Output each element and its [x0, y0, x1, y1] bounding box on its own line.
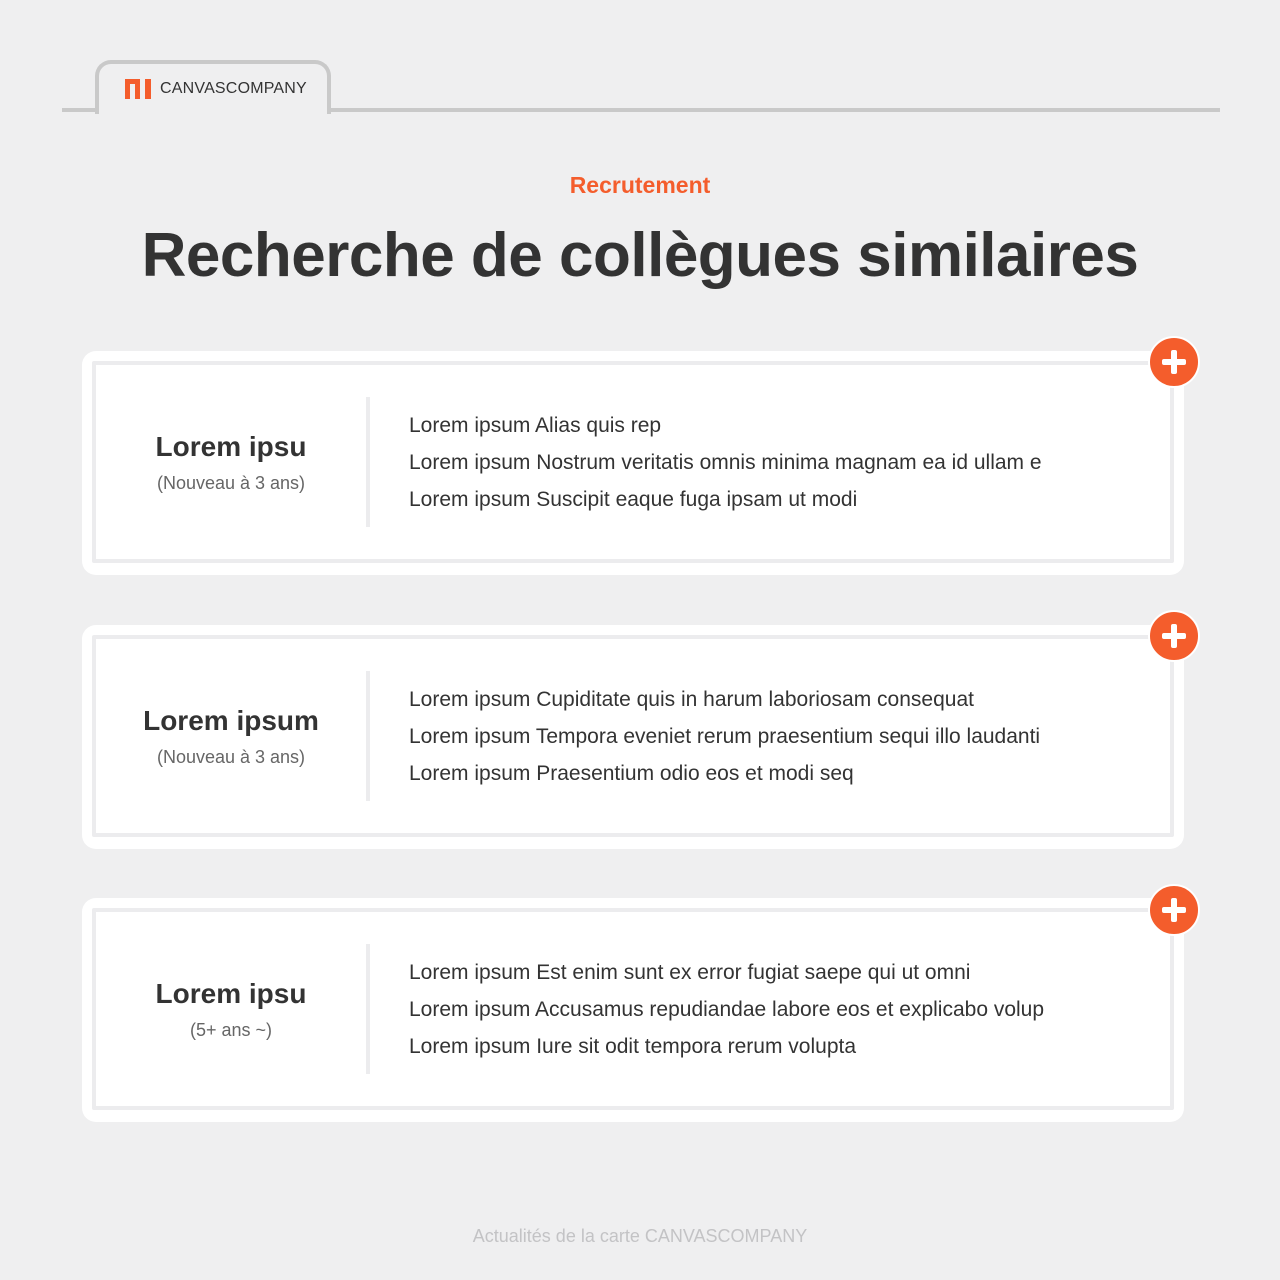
card-experience: (5+ ans ~) — [189, 1019, 273, 1040]
card-name: Lorem ipsu — [155, 977, 307, 1009]
detail-line: Lorem ipsum Alias quis rep — [409, 413, 662, 437]
detail-line: Lorem ipsum Iure sit odit tempora rerum volupta — [409, 1034, 857, 1058]
detail-line: Lorem ipsum Suscipit eaque fuga ipsam ut modi — [409, 487, 858, 511]
card-details — [409, 912, 1160, 1106]
card-details — [409, 639, 1160, 833]
card-divider — [366, 397, 370, 527]
card-frame — [92, 361, 1174, 563]
plus-icon[interactable] — [1148, 884, 1200, 936]
footer-text: Actualités de la carte CANVASCOMPANY — [472, 1226, 808, 1246]
card-heading — [96, 365, 366, 559]
eyebrow-label: Recrutement — [569, 172, 711, 198]
card-name: Lorem ipsum — [143, 704, 319, 736]
page-title: Recherche de collègues similaires — [141, 221, 1139, 290]
card-heading — [96, 639, 366, 833]
detail-line: Lorem ipsum Praesentium odio eos et modi seq — [409, 761, 854, 785]
logo-icon — [125, 79, 152, 99]
brand-name: CANVASCOMPANY — [160, 80, 307, 97]
detail-line: Lorem ipsum Accusamus repudiandae labore eos et explicabo volup — [409, 997, 1045, 1021]
card-details — [409, 365, 1160, 559]
card-name: Lorem ipsu — [155, 430, 307, 462]
detail-line: Lorem ipsum Nostrum veritatis omnis minima magnam ea id ullam e — [409, 450, 1042, 474]
card-heading — [96, 912, 366, 1106]
plus-icon[interactable] — [1148, 610, 1200, 662]
detail-line: Lorem ipsum Cupiditate quis in harum laboriosam consequat — [409, 687, 974, 711]
brand-tab — [95, 60, 331, 114]
profile-card — [82, 625, 1184, 849]
card-experience: (Nouveau à 3 ans) — [156, 746, 306, 767]
detail-line: Lorem ipsum Tempora eveniet rerum praesentium sequi illo laudanti — [409, 724, 1041, 748]
detail-line: Lorem ipsum Est enim sunt ex error fugiat saepe qui ut omni — [409, 960, 971, 984]
profile-card — [82, 351, 1184, 575]
plus-icon[interactable] — [1148, 336, 1200, 388]
card-frame — [92, 908, 1174, 1110]
card-frame — [92, 635, 1174, 837]
card-divider — [366, 944, 370, 1074]
card-divider — [366, 671, 370, 801]
profile-card — [82, 898, 1184, 1122]
card-experience: (Nouveau à 3 ans) — [156, 472, 306, 493]
